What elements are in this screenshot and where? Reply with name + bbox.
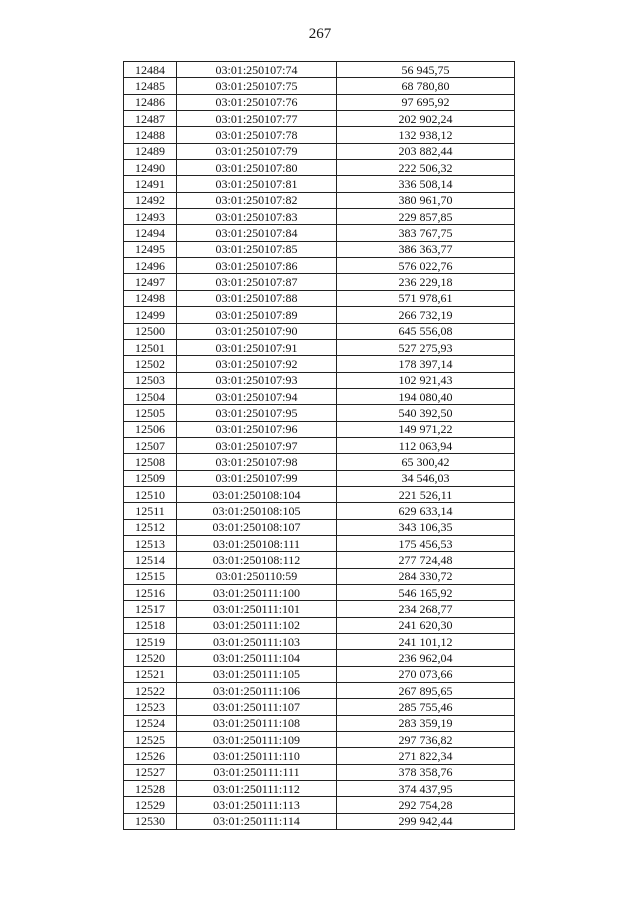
value-cell: 241 620,30: [337, 617, 515, 633]
cadastral-number-cell: 03:01:250108:112: [177, 552, 337, 568]
cadastral-number-cell: 03:01:250107:88: [177, 290, 337, 306]
row-number-cell: 12519: [124, 634, 177, 650]
value-cell: 271 822,34: [337, 748, 515, 764]
cadastral-number-cell: 03:01:250111:112: [177, 781, 337, 797]
table-row: [124, 323, 515, 339]
row-number-cell: 12508: [124, 454, 177, 470]
cadastral-number-cell: 03:01:250111:111: [177, 764, 337, 780]
row-number-cell: 12486: [124, 94, 177, 110]
table-row: [124, 62, 515, 78]
table-row: [124, 421, 515, 437]
cadastral-number-cell: 03:01:250107:95: [177, 405, 337, 421]
table-row: [124, 813, 515, 829]
value-cell: 221 526,11: [337, 486, 515, 502]
cadastral-number-cell: 03:01:250107:78: [177, 127, 337, 143]
table-row: [124, 503, 515, 519]
value-cell: 383 767,75: [337, 225, 515, 241]
table-row: [124, 486, 515, 502]
cadastral-number-cell: 03:01:250107:98: [177, 454, 337, 470]
cadastral-number-cell: 03:01:250107:86: [177, 258, 337, 274]
row-number-cell: 12530: [124, 813, 177, 829]
table-row: [124, 405, 515, 421]
row-number-cell: 12529: [124, 797, 177, 813]
value-cell: 297 736,82: [337, 732, 515, 748]
row-number-cell: 12520: [124, 650, 177, 666]
table-row: [124, 274, 515, 290]
cadastral-number-cell: 03:01:250107:91: [177, 339, 337, 355]
value-cell: 234 268,77: [337, 601, 515, 617]
row-number-cell: 12506: [124, 421, 177, 437]
cadastral-number-cell: 03:01:250107:97: [177, 437, 337, 453]
row-number-cell: 12524: [124, 715, 177, 731]
row-number-cell: 12501: [124, 339, 177, 355]
table-row: [124, 519, 515, 535]
cadastral-number-cell: 03:01:250111:102: [177, 617, 337, 633]
row-number-cell: 12511: [124, 503, 177, 519]
cadastral-number-cell: 03:01:250111:103: [177, 634, 337, 650]
table-row: [124, 454, 515, 470]
row-number-cell: 12493: [124, 209, 177, 225]
value-cell: 34 546,03: [337, 470, 515, 486]
table-row: [124, 339, 515, 355]
table-row: [124, 437, 515, 453]
cadastral-number-cell: 03:01:250111:105: [177, 666, 337, 682]
row-number-cell: 12507: [124, 437, 177, 453]
table-row: [124, 715, 515, 731]
row-number-cell: 12487: [124, 111, 177, 127]
cadastral-number-cell: 03:01:250110:59: [177, 568, 337, 584]
value-cell: 102 921,43: [337, 372, 515, 388]
cadastral-number-cell: 03:01:250111:104: [177, 650, 337, 666]
row-number-cell: 12491: [124, 176, 177, 192]
table-row: [124, 781, 515, 797]
row-number-cell: 12527: [124, 764, 177, 780]
value-cell: 540 392,50: [337, 405, 515, 421]
value-cell: 374 437,95: [337, 781, 515, 797]
row-number-cell: 12505: [124, 405, 177, 421]
row-number-cell: 12503: [124, 372, 177, 388]
table-row: [124, 764, 515, 780]
table-row: [124, 356, 515, 372]
cadastral-number-cell: 03:01:250107:99: [177, 470, 337, 486]
row-number-cell: 12492: [124, 192, 177, 208]
table-row: [124, 372, 515, 388]
value-cell: 285 755,46: [337, 699, 515, 715]
registry-table: [123, 61, 515, 830]
value-cell: 292 754,28: [337, 797, 515, 813]
row-number-cell: 12489: [124, 143, 177, 159]
cadastral-number-cell: 03:01:250108:104: [177, 486, 337, 502]
value-cell: 241 101,12: [337, 634, 515, 650]
cadastral-number-cell: 03:01:250107:84: [177, 225, 337, 241]
cadastral-number-cell: 03:01:250111:107: [177, 699, 337, 715]
cadastral-number-cell: 03:01:250107:93: [177, 372, 337, 388]
row-number-cell: 12509: [124, 470, 177, 486]
table-row: [124, 307, 515, 323]
cadastral-number-cell: 03:01:250107:80: [177, 160, 337, 176]
value-cell: 277 724,48: [337, 552, 515, 568]
cadastral-number-cell: 03:01:250111:113: [177, 797, 337, 813]
value-cell: 629 633,14: [337, 503, 515, 519]
row-number-cell: 12521: [124, 666, 177, 682]
cadastral-number-cell: 03:01:250107:85: [177, 241, 337, 257]
value-cell: 229 857,85: [337, 209, 515, 225]
row-number-cell: 12518: [124, 617, 177, 633]
table-row: [124, 732, 515, 748]
value-cell: 378 358,76: [337, 764, 515, 780]
row-number-cell: 12512: [124, 519, 177, 535]
row-number-cell: 12498: [124, 290, 177, 306]
table-row: [124, 78, 515, 94]
table-row: [124, 176, 515, 192]
table-row: [124, 160, 515, 176]
cadastral-number-cell: 03:01:250107:92: [177, 356, 337, 372]
value-cell: 203 882,44: [337, 143, 515, 159]
value-cell: 645 556,08: [337, 323, 515, 339]
row-number-cell: 12522: [124, 683, 177, 699]
value-cell: 65 300,42: [337, 454, 515, 470]
value-cell: 380 961,70: [337, 192, 515, 208]
table-row: [124, 143, 515, 159]
table-row: [124, 127, 515, 143]
table-row: [124, 683, 515, 699]
table-row: [124, 552, 515, 568]
table-row: [124, 601, 515, 617]
cadastral-number-cell: 03:01:250111:109: [177, 732, 337, 748]
value-cell: 194 080,40: [337, 388, 515, 404]
table-row: [124, 241, 515, 257]
row-number-cell: 12526: [124, 748, 177, 764]
cadastral-number-cell: 03:01:250108:105: [177, 503, 337, 519]
row-number-cell: 12517: [124, 601, 177, 617]
table-row: [124, 617, 515, 633]
row-number-cell: 12523: [124, 699, 177, 715]
table-row: [124, 535, 515, 551]
row-number-cell: 12488: [124, 127, 177, 143]
cadastral-number-cell: 03:01:250107:79: [177, 143, 337, 159]
cadastral-number-cell: 03:01:250111:110: [177, 748, 337, 764]
cadastral-number-cell: 03:01:250107:81: [177, 176, 337, 192]
table-row: [124, 634, 515, 650]
row-number-cell: 12499: [124, 307, 177, 323]
table-row: [124, 111, 515, 127]
value-cell: 386 363,77: [337, 241, 515, 257]
cadastral-number-cell: 03:01:250108:111: [177, 535, 337, 551]
value-cell: 175 456,53: [337, 535, 515, 551]
cadastral-number-cell: 03:01:250111:114: [177, 813, 337, 829]
row-number-cell: 12516: [124, 585, 177, 601]
value-cell: 571 978,61: [337, 290, 515, 306]
value-cell: 299 942,44: [337, 813, 515, 829]
row-number-cell: 12514: [124, 552, 177, 568]
value-cell: 266 732,19: [337, 307, 515, 323]
cadastral-number-cell: 03:01:250107:74: [177, 62, 337, 78]
row-number-cell: 12485: [124, 78, 177, 94]
value-cell: 336 508,14: [337, 176, 515, 192]
row-number-cell: 12525: [124, 732, 177, 748]
table-row: [124, 225, 515, 241]
cadastral-number-cell: 03:01:250111:100: [177, 585, 337, 601]
table-row: [124, 388, 515, 404]
value-cell: 132 938,12: [337, 127, 515, 143]
value-cell: 267 895,65: [337, 683, 515, 699]
value-cell: 112 063,94: [337, 437, 515, 453]
row-number-cell: 12495: [124, 241, 177, 257]
table-row: [124, 748, 515, 764]
value-cell: 284 330,72: [337, 568, 515, 584]
row-number-cell: 12528: [124, 781, 177, 797]
cadastral-number-cell: 03:01:250111:108: [177, 715, 337, 731]
table-row: [124, 258, 515, 274]
table-row: [124, 470, 515, 486]
table-row: [124, 797, 515, 813]
value-cell: 343 106,35: [337, 519, 515, 535]
value-cell: 149 971,22: [337, 421, 515, 437]
cadastral-number-cell: 03:01:250108:107: [177, 519, 337, 535]
value-cell: 178 397,14: [337, 356, 515, 372]
table-row: [124, 192, 515, 208]
cadastral-number-cell: 03:01:250107:90: [177, 323, 337, 339]
row-number-cell: 12490: [124, 160, 177, 176]
cadastral-number-cell: 03:01:250107:75: [177, 78, 337, 94]
value-cell: 546 165,92: [337, 585, 515, 601]
value-cell: 97 695,92: [337, 94, 515, 110]
table-row: [124, 666, 515, 682]
table-row: [124, 699, 515, 715]
row-number-cell: 12496: [124, 258, 177, 274]
row-number-cell: 12494: [124, 225, 177, 241]
value-cell: 202 902,24: [337, 111, 515, 127]
value-cell: 283 359,19: [337, 715, 515, 731]
value-cell: 222 506,32: [337, 160, 515, 176]
row-number-cell: 12510: [124, 486, 177, 502]
cadastral-number-cell: 03:01:250111:101: [177, 601, 337, 617]
table-body: [124, 62, 515, 830]
table-row: [124, 209, 515, 225]
row-number-cell: 12515: [124, 568, 177, 584]
table-row: [124, 650, 515, 666]
cadastral-number-cell: 03:01:250107:77: [177, 111, 337, 127]
value-cell: 576 022,76: [337, 258, 515, 274]
cadastral-number-cell: 03:01:250107:94: [177, 388, 337, 404]
table-row: [124, 568, 515, 584]
cadastral-number-cell: 03:01:250107:83: [177, 209, 337, 225]
row-number-cell: 12484: [124, 62, 177, 78]
row-number-cell: 12504: [124, 388, 177, 404]
cadastral-number-cell: 03:01:250107:82: [177, 192, 337, 208]
row-number-cell: 12502: [124, 356, 177, 372]
value-cell: 236 962,04: [337, 650, 515, 666]
cadastral-number-cell: 03:01:250107:76: [177, 94, 337, 110]
cadastral-number-cell: 03:01:250107:96: [177, 421, 337, 437]
table-row: [124, 585, 515, 601]
page-number: 267: [308, 26, 332, 42]
cadastral-number-cell: 03:01:250111:106: [177, 683, 337, 699]
value-cell: 527 275,93: [337, 339, 515, 355]
row-number-cell: 12513: [124, 535, 177, 551]
value-cell: 236 229,18: [337, 274, 515, 290]
table-row: [124, 94, 515, 110]
value-cell: 56 945,75: [337, 62, 515, 78]
cadastral-number-cell: 03:01:250107:87: [177, 274, 337, 290]
table-row: [124, 290, 515, 306]
value-cell: 270 073,66: [337, 666, 515, 682]
cadastral-number-cell: 03:01:250107:89: [177, 307, 337, 323]
value-cell: 68 780,80: [337, 78, 515, 94]
row-number-cell: 12497: [124, 274, 177, 290]
row-number-cell: 12500: [124, 323, 177, 339]
